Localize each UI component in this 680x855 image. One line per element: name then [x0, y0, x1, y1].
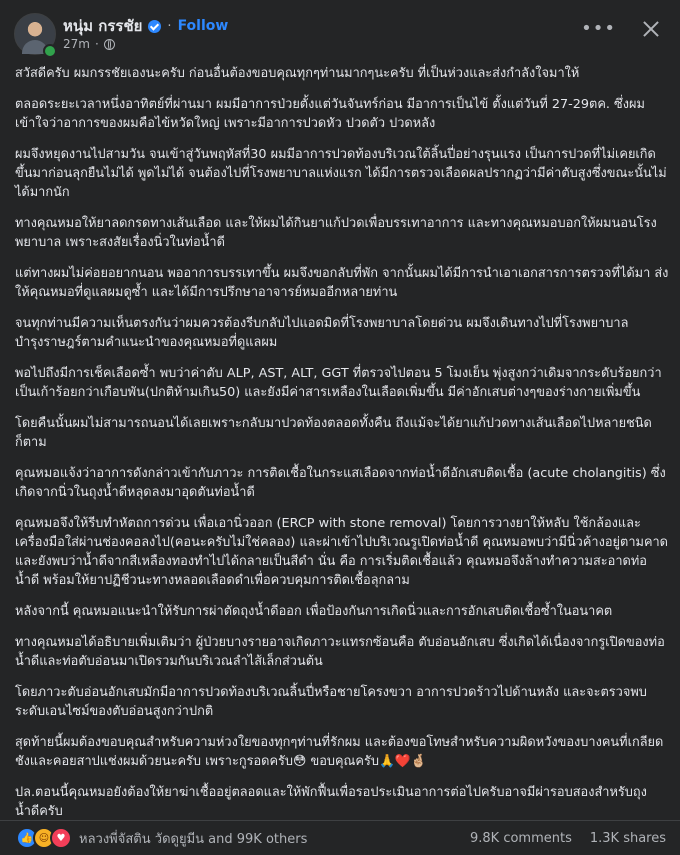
globe-icon	[104, 39, 115, 50]
comments-count[interactable]: 9.8K comments	[469, 830, 572, 846]
post-paragraph: สุดท้ายนี้ผมต้องขอบคุณสำหรับความห่วงใยของทุกๆท่านที่รักผม และต้องขอโทษสำหรับความผิดหวังของบางคนที่เกลียดชังและคอยสาปแช่งผมด้วยนะครับ เพราะกูรอดครับ😳 ขอบคุณครับ🙏❤️🤞🏼	[15, 735, 664, 769]
separator-dot: ·	[167, 18, 172, 34]
love-icon: ♥	[50, 827, 72, 849]
more-options-icon[interactable]: •••	[581, 18, 616, 39]
post-paragraph: คุณหมอจึงให้รีบทำหัตถการด่วน เพื่อเอานิ่วออก (ERCP with stone removal) โดยการวางยาให้หลับ ใช้กล้องและเครื่องมือใส่ผ่านช่องคอลงไป(คอนะครับไม่ใช่คลอง) และผ่าเข้าไปบริเวณรูเปิดท่อน้ำดี คุณหมอพบว่ามีนิ่วค้างอยู่ตามคาดและยังพบว่าน้ำดีจากสีเหลืองทองทำไปได้กลายเป็นสีดำ นั่น คือ การเริ่มติดเชื้อแล้ว คุณหมอจึงล้างทำความสะอาดท่อน้ำดี พร้อมให้ยาปฏิชีวนะทางหลอดเลือดดำเพื่อควบคุมการติดเชื้อลุกลาม	[15, 516, 668, 588]
author-name[interactable]: หนุ่ม กรรชัย	[63, 17, 143, 35]
post-paragraph: ผมจึงหยุดงานไปสามวัน จนเข้าสู่วันพฤหัสที่30 ผมมีอาการปวดท้องบริเวณใต้ลิ้นปี่อย่างรุนแรง เป็นการปวดที่ไม่เคยเกิดขึ้นมาก่อนลุกยืนไม่ได้ พูดไม่ได้ จนต้องไปที่โรงพยาบาลแห่งแรก ได้มีการตรวจเลือดผลปรากฏว่ามีค่าตับสูงซึ่งขณะนั้นไม่ได้มากนัก	[15, 147, 667, 200]
care-icon: ☺	[33, 827, 55, 849]
post-meta	[63, 37, 115, 51]
post-header	[0, 0, 680, 62]
post-paragraph: ทางคุณหมอให้ยาลดกรดทางเส้นเลือด และให้ผมได้กินยาแก้ปวดเพื่อบรรเทาอาการ และทางคุณหมอบอกให้ผมนอนโรงพยาบาล เพราะสงสัยเรื่องนิ่วในท่อน้ำดี	[15, 216, 657, 250]
post-paragraph: จนทุกท่านมีความเห็นตรงกันว่าผมควรต้องรีบกลับไปแอดมิดที่โรงพยาบาลโดยด่วน ผมจึงเดินทางไปที่โรงพยาบาลบำรุงราษฎร์ตามคำแนะนำของคุณหมอที่ดูแลผม	[15, 316, 629, 350]
post-time[interactable]: 27m	[63, 37, 90, 51]
post-paragraph: ปล.ตอนนี้คุณหมอยังต้องให้ยาฆ่าเชื้ออยู่ตลอดและให้พักฟื้นเพื่อรอประเมินอาการต่อไปครับอาจมีผ่ารอบสองสำหรับถุงน้ำดีครับ	[15, 785, 647, 819]
shares-count[interactable]: 1.3K shares	[589, 830, 666, 846]
verified-badge-icon	[148, 20, 161, 33]
post-paragraph: ทางคุณหมอได้อธิบายเพิ่มเติมว่า ผู้ป่วยบางรายอาจเกิดภาวะแทรกซ้อนคือ ตับอ่อนอักเสบ ซึ่งเกิดได้เนื่องจากรูเปิดของท่อน้ำดีและท่อตับอ่อนมาเปิดรวมกันบริเวณลำไส้เล็กส่วนต้น	[15, 635, 665, 669]
post-paragraph: โดยภาวะตับอ่อนอักเสบมักมีอาการปวดท้องบริเวณลิ้นปี่หรือชายโครงขวา อาการปวดร้าวไปด้านหลัง และจะตรวจพบระดับเอนไซม์ของตับอ่อนสูงกว่าปกติ	[15, 685, 647, 719]
follow-button[interactable]: Follow	[177, 18, 229, 34]
reactors-text[interactable]: หลวงพี่จัสติน วัดดูยูมีน and 99K others	[79, 831, 308, 847]
post-paragraph: หลังจากนี้ คุณหมอแนะนำให้รับการผ่าตัดถุงน้ำดีออก เพื่อป้องกันการเกิดนิ่วและการอักเสบติดเชื้อซ้ำในอนาคต	[15, 604, 613, 619]
post-footer	[0, 820, 680, 855]
separator-dot: ·	[94, 37, 99, 51]
post-paragraph: สวัสดีครับ ผมกรรชัยเองนะครับ ก่อนอื่นต้องขอบคุณทุกๆท่านมากๆนะครับ ที่เป็นห่วงและส่งกำลังใจมาให้	[15, 66, 580, 81]
header-actions	[581, 20, 660, 38]
reactions-summary[interactable]	[0, 827, 307, 849]
post-body	[15, 64, 670, 833]
close-icon[interactable]	[642, 20, 660, 38]
post-paragraph: พอไปถึงมีการเช็คเลือดซ้ำ พบว่าค่าตับ ALP, AST, ALT, GGT ที่ตรวจไปตอน 5 โมงเย็น พุ่งสูงกว่าเดิมจากระดับร้อยกว่าเป็นเก้าร้อยกว่าเกือบพัน(ปกติห้ามเกิน50) และยังมีค่าสารเหลืองในเลือดเพิ่มขึ้น มีค่าอักเสบต่างๆของร่างกายเพิ่มขึ้น	[15, 366, 662, 400]
online-status-dot	[43, 44, 57, 58]
post-paragraph: คุณหมอแจ้งว่าอาการดังกล่าวเข้ากับภาวะ การติดเชื้อในกระแสเลือดจากท่อน้ำดีอักเสบติดเชื้อ (acute cholangitis) ซึ่งเกิดจากนิ่วในถุงน้ำดีหลุดลงมาอุดตันท่อน้ำดี	[15, 466, 666, 500]
like-icon: 👍	[16, 827, 38, 849]
author-row	[63, 14, 228, 38]
post-paragraph: แต่ทางผมไม่ค่อยอยากนอน พออาการบรรเทาขึ้น ผมจึงขอกลับที่พัก จากนั้นผมได้มีการนำเอาเอกสารการตรวจที่ได้มา ส่งให้คุณหมอที่ดูแลผมดูซ้ำ และได้มีการปรึกษาอาจารย์หมออีกหลายท่าน	[15, 266, 669, 300]
engagement-stats	[470, 831, 680, 846]
post-paragraph: โดยคืนนั้นผมไม่สามารถนอนได้เลยเพราะกลับมาปวดท้องตลอดทั้งคืน ถึงแม้จะได้ยาแก้ปวดทางเส้นเลือดไปหลายชนิดก็ตาม	[15, 416, 652, 450]
post-paragraph: ตลอดระยะเวลาหนึ่งอาทิตย์ที่ผ่านมา ผมมีอาการป่วยตั้งแต่วันจันทร์ก่อน มีอาการเป็นไข้ ตั้งแต่วันที่ 27-29ตค. ซึ่งผมเข้าใจว่าอาการของผมคือไข้หวัดใหญ่ เพราะมีอาการปวดหัว ปวดตัว ปวดหลัง	[15, 97, 645, 131]
